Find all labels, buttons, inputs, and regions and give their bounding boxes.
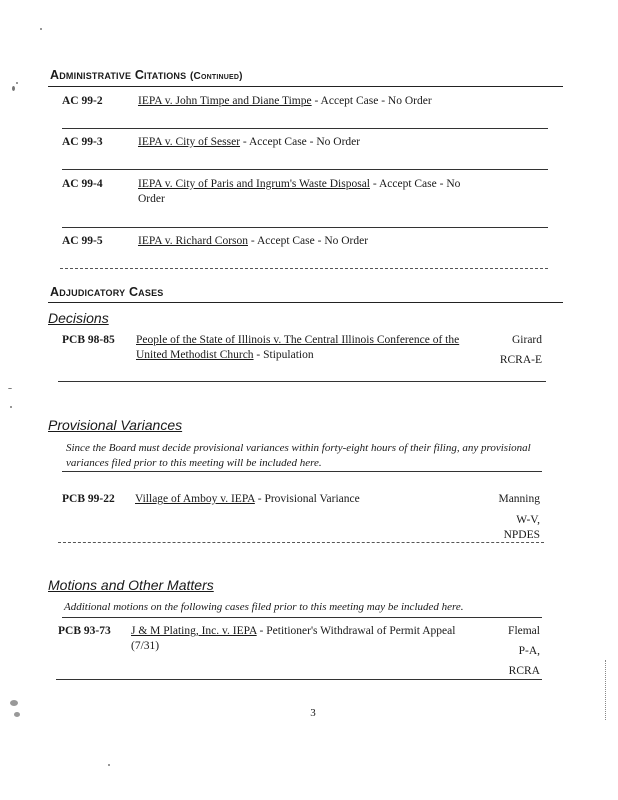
decisions-heading: Decisions (48, 310, 109, 326)
page-number: 3 (310, 707, 316, 719)
case-type: P-A, (518, 645, 540, 657)
case-description (138, 135, 478, 150)
case-action: - Accept Case - No Order (138, 178, 461, 205)
case-title-link[interactable]: IEPA v. City of Paris and Ingrum's Waste Disposal (138, 178, 370, 190)
case-number: AC 99-3 (62, 136, 103, 148)
row-divider (62, 169, 548, 170)
case-type: W-V, (516, 514, 540, 526)
motions-note: Additional motions on the following cases filed prior to this meeting may be included here. (64, 601, 464, 613)
adjudicatory-heading: Adjudicatory Cases (50, 285, 164, 299)
admin-heading-main: Administrative Citations (50, 68, 187, 82)
case-title-link[interactable]: Village of Amboy v. IEPA (135, 493, 255, 505)
case-type: RCRA-E (499, 354, 542, 366)
case-action: - Petitioner's Withdrawal of Permit Appeal (7/31) (131, 625, 456, 652)
row-divider (56, 679, 542, 680)
row-divider (62, 227, 548, 228)
case-number: AC 99-5 (62, 235, 103, 247)
case-description (138, 94, 478, 109)
case-row (58, 624, 548, 682)
case-number: PCB 99-22 (62, 493, 115, 505)
provisional-variances-heading: Provisional Variances (48, 417, 183, 433)
case-row (62, 333, 552, 373)
case-number: PCB 98-85 (62, 334, 115, 346)
board-member: Manning (498, 493, 540, 505)
motions-heading: Motions and Other Matters (48, 577, 214, 593)
case-action: - Stipulation (253, 349, 314, 361)
note-rule (62, 617, 542, 618)
case-title-link[interactable]: IEPA v. City of Sesser (138, 136, 241, 148)
case-description (138, 234, 478, 249)
scan-speck (14, 712, 20, 717)
case-title-link[interactable]: J & M Plating, Inc. v. IEPA (131, 625, 257, 637)
case-action: - Accept Case - No Order (311, 95, 432, 107)
scan-speck (12, 86, 15, 91)
scan-speck (16, 82, 18, 84)
case-description (136, 333, 471, 363)
scan-speck (40, 28, 42, 30)
case-action: - Provisional Variance (254, 493, 360, 505)
adjudicatory-heading-rule (48, 302, 563, 303)
case-description (131, 624, 456, 654)
case-action: - Accept Case - No Order (248, 235, 369, 247)
case-number: AC 99-4 (62, 178, 103, 190)
scan-speck (10, 406, 12, 408)
scan-edge-mark (605, 660, 606, 720)
provisional-note: Since the Board must decide provisional variances within forty-eight hours of their filing, any provisional variances filed prior to this meeting will be included here. (66, 442, 531, 469)
note-rule (62, 471, 542, 472)
case-number: PCB 93-73 (58, 625, 111, 637)
case-row (62, 492, 552, 547)
admin-heading-suffix: (Continued) (190, 71, 243, 82)
admin-citations-heading (50, 68, 243, 82)
scan-speck (8, 388, 12, 389)
case-type: NPDES (503, 529, 540, 541)
admin-heading-rule (48, 86, 563, 87)
case-description (138, 177, 473, 207)
row-divider (62, 128, 548, 129)
scan-speck (108, 764, 110, 766)
row-divider (58, 381, 546, 382)
row-divider (60, 268, 548, 269)
case-number: AC 99-2 (62, 95, 103, 107)
case-action: - Accept Case - No Order (240, 136, 361, 148)
case-description (135, 492, 470, 507)
row-divider (58, 542, 544, 543)
board-member: Flemal (508, 625, 540, 637)
scan-speck (10, 700, 18, 706)
case-title-link[interactable]: IEPA v. Richard Corson (138, 235, 248, 247)
case-title-link[interactable]: People of the State of Illinois v. The Central Illinois Conference of the United Methodist Church (136, 334, 460, 361)
board-member: Girard (511, 334, 542, 346)
case-title-link[interactable]: IEPA v. John Timpe and Diane Timpe (138, 95, 312, 107)
case-type: RCRA (508, 665, 540, 677)
